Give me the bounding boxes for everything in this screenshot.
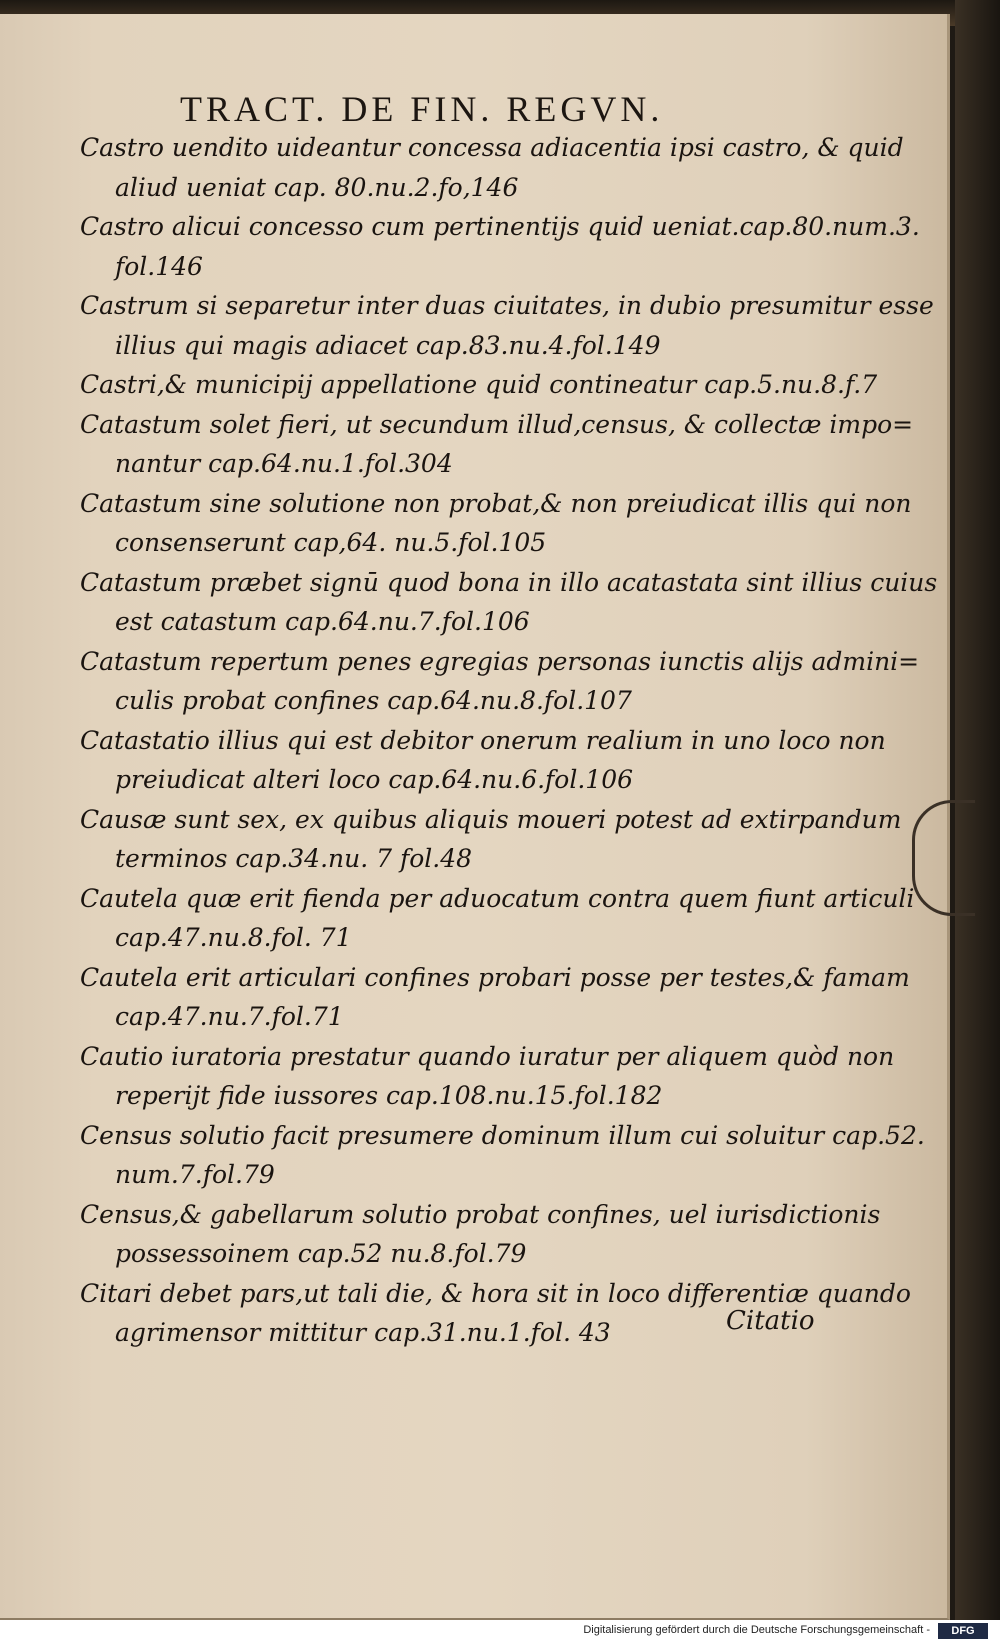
index-entry — [80, 958, 910, 1037]
clasp-loop — [912, 800, 975, 916]
entry-reference: cap.47.nu.7.fol.71 — [115, 1002, 344, 1031]
index-entry — [80, 365, 878, 405]
entry-line: Cautela erit articulari confines probari posse per testes,& famam — [80, 962, 910, 992]
digitization-footer — [0, 1620, 1000, 1643]
index-entries — [80, 128, 938, 1353]
index-entry — [80, 1195, 881, 1274]
footer-credit: Digitalisierung gefördert durch die Deutsche Forschungsgemeinschaft - — [583, 1624, 930, 1636]
dfg-logo: DFG — [938, 1623, 988, 1639]
entry-line: Cautio iuratoria prestatur quando iuratur per aliquem quòd non — [80, 1041, 895, 1071]
entry-line: Catastum sine solutione non probat,& non preiudicat illis qui non — [80, 488, 912, 518]
entry-reference: agrimensor mittitur cap.31.nu.1.fol. 43 — [115, 1318, 611, 1347]
entry-reference: illius qui magis adiacet cap.83.nu.4.fol.149 — [115, 330, 661, 360]
catchword: Citatio — [726, 1306, 815, 1336]
index-entry — [80, 128, 904, 207]
index-entry — [80, 1274, 911, 1353]
index-entry — [80, 286, 934, 365]
entry-reference: est catastum cap.64.nu.7.fol.106 — [115, 607, 530, 636]
entry-line: Catastatio illius qui est debitor onerum realium in uno loco non — [80, 725, 886, 755]
entry-line: Causæ sunt sex, ex quibus aliquis moueri potest ad extirpandum — [80, 804, 902, 834]
index-entry — [80, 1116, 925, 1195]
index-entry — [80, 642, 920, 721]
entry-reference: fol.146 — [115, 251, 203, 281]
entry-reference: reperijt fide iussores cap.108.nu.15.fol.182 — [115, 1081, 663, 1110]
entry-reference: cap.47.nu.8.fol. 71 — [115, 923, 352, 952]
entry-reference: num.7.fol.79 — [115, 1160, 275, 1189]
entry-reference: consenserunt cap,64. nu.5.fol.105 — [115, 528, 547, 557]
entry-line: Citari debet pars,ut tali die, & hora sit in loco differentiæ quando — [80, 1278, 911, 1308]
index-entry — [80, 879, 915, 958]
entry-line: Castro uendito uideantur concessa adiacentia ipsi castro, & quid — [80, 133, 904, 162]
index-entry — [80, 721, 886, 800]
entry-reference: aliud ueniat cap. 80.nu.2.fo,146 — [115, 172, 519, 202]
index-entry — [80, 207, 920, 286]
index-entry — [80, 800, 902, 879]
entry-line: Catastum præbet signū quod bona in illo acatastata sint illius cuius — [80, 567, 938, 597]
running-title: TRACT. DE FIN. REGVN. — [180, 89, 664, 129]
entry-line: Catastum repertum penes egregias personas iunctis alijs admini= — [80, 646, 920, 676]
entry-reference: possessoinem cap.52 nu.8.fol.79 — [115, 1239, 527, 1268]
entry-reference: terminos cap.34.nu. 7 fol.48 — [115, 844, 473, 873]
entry-line: Catastum solet fieri, ut secundum illud,census, & collectæ impo= — [80, 409, 914, 439]
entry-line: Cautela quæ erit fienda per aduocatum contra quem fiunt articuli — [80, 883, 915, 913]
index-entry — [80, 484, 912, 563]
entry-line: Castri,& municipij appellatione quid contineatur cap.5.nu.8.f.7 — [80, 370, 878, 399]
entry-line: Census solutio facit presumere dominum illum cui soluitur cap.52. — [80, 1120, 925, 1150]
entry-line: Castro alicui concesso cum pertinentijs quid ueniat.cap.80.num.3. — [80, 212, 920, 241]
entry-line: Census,& gabellarum solutio probat confines, uel iurisdictionis — [80, 1199, 881, 1229]
index-entry — [80, 405, 914, 484]
entry-reference: nantur cap.64.nu.1.fol.304 — [115, 449, 453, 478]
entry-line: Castrum si separetur inter duas ciuitates, in dubio presumitur esse — [80, 291, 934, 320]
entry-reference: preiudicat alteri loco cap.64.nu.6.fol.106 — [115, 765, 634, 794]
index-entry — [80, 1037, 895, 1116]
entry-reference: culis probat confines cap.64.nu.8.fol.107 — [115, 686, 632, 715]
index-entry — [80, 563, 938, 642]
